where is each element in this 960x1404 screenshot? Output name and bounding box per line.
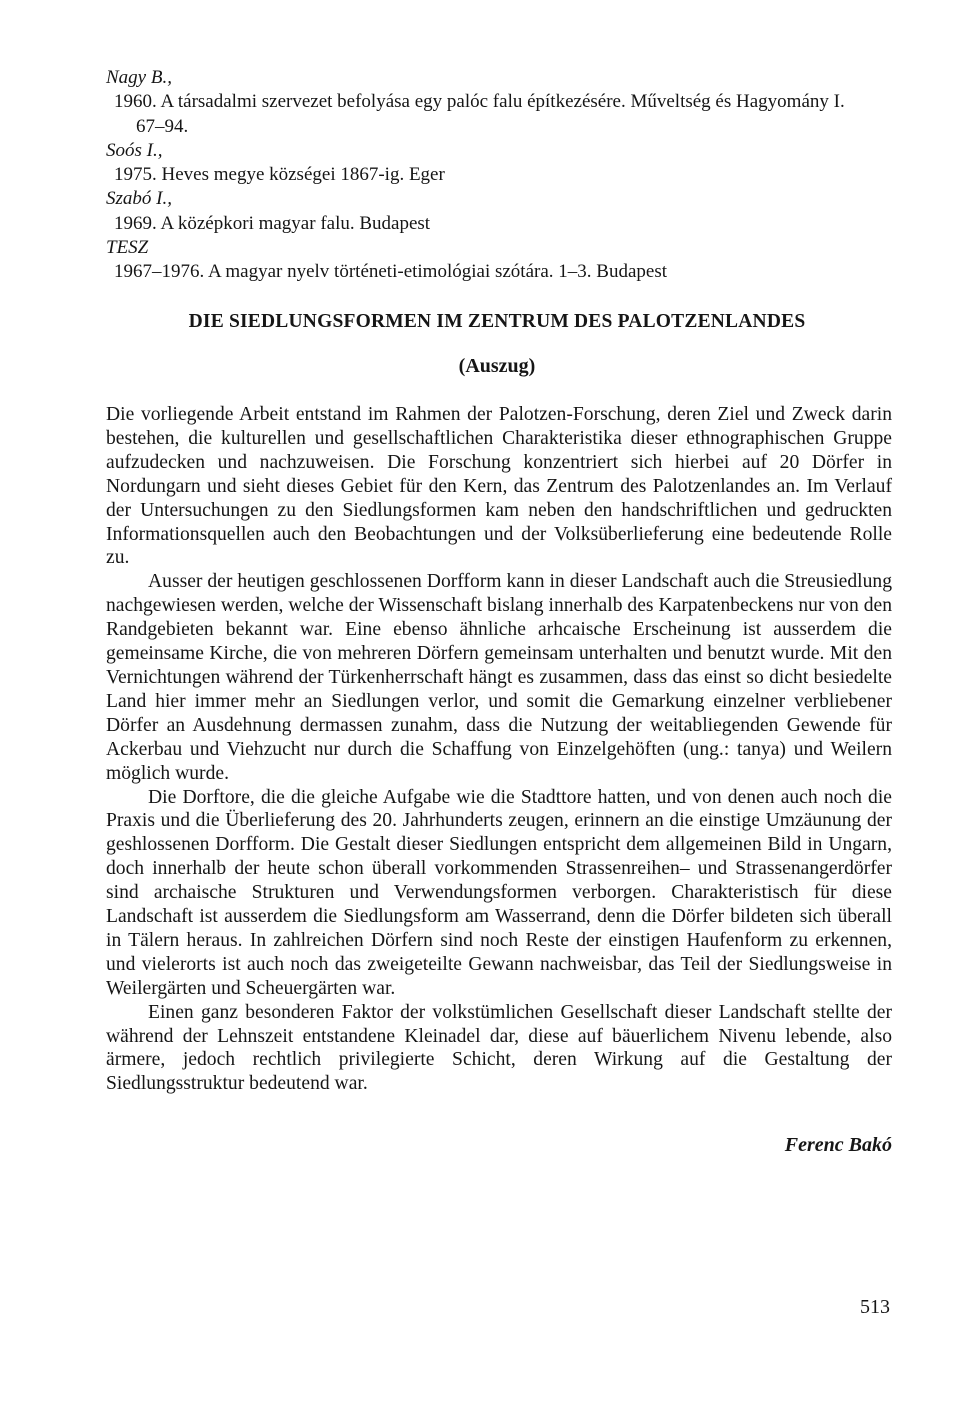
bibliography-text: 1969. A középkori magyar falu. Budapest bbox=[114, 212, 431, 234]
body-paragraph: Die Dorftore, die die gleiche Aufgabe wie die Stadttore hatten, und von denen auch noch die Praxis und die Überlieferung des 20. Jahrhunderts zeugen, erinnern an die einstige Umzäunung der geshlossenen Dorfform. Die Gestalt dieser Siedlungen entspricht dem allgemeinen Bild in Ungarn, doch innerhalb der heute schon überall vorkommenden Strassenreihen– und Strassenangerdörfer sind archaische Strukturen und Verwendungsformen verborgen. Charakteristisch für diese Landschaft ist ausserdem die Siedlungsform am Wasserrand, denn die Dörfer bildeten sich überall in Tälern heraus. In zahlreichen Dörfern sind noch Reste der einstigen Haufenform zu erkennen, und vielerorts ist auch noch das zweigeteilte Gewann nachweisbar, das Teil der Siedlungsweise in Weilergärten und Scheuergärten war. bbox=[106, 786, 892, 999]
body-paragraph: Ausser der heutigen geschlossenen Dorfform kann in dieser Landschaft auch die Streusiedlung nachgewiesen werden, welche der Wissenschaft bislang innerhalb des Karpatenbeckens nur von den Randgebieten bekannt war. Eine ebenso ähnliche arhcaische Erscheinung ist ausserdem die gemeinsame Kirche, die von mehreren Dörfern gemeinsam unterhalten und benutzt wurde. Mit den Vernichtungen während der Türkenherrschaft hängt es zusammen, dass das einst so dicht besiedelte Land hier immer mehr an Siedlungen verlor, und somit die Gemarkung einzelner verbliebener Dörfer an Ausdehnung dermassen zunahm, dass die Nutzung der weitabliegenden Gewende für Ackerbau und Viehzucht nur durch die Schaffung von Einzelgehöften (ung.: tanya) und Weilern möglich wurde. bbox=[106, 571, 892, 784]
bibliography-entry bbox=[106, 187, 906, 236]
article-title: DIE SIEDLUNGSFORMEN IM ZENTRUM DES PALOTZENLANDES bbox=[188, 311, 806, 332]
bibliography-list bbox=[106, 66, 906, 285]
bibliography-text: 1960. A társadalmi szervezet befolyása egy palóc falu építkezésére. Műveltség és Hagyomány I. bbox=[114, 91, 845, 113]
bibliography-author: Nagy B., bbox=[106, 67, 172, 88]
bibliography-author: Soós I., bbox=[106, 139, 163, 161]
body-paragraph: Die vorliegende Arbeit entstand im Rahmen der Palotzen-Forschung, deren Ziel und Zweck darin bestehen, die kulturellen und gesellschaftlichen Charakteristika dieser ethnographischen Gruppe aufzudecken und nachzuweisen. Die Forschung konzentriert sich hierbei auf 20 Dörfer in Nordungarn und sieht dieses Gebiet für den Kern, das Zentrum des Palotzenlandes an. Im Verlauf der Untersuchungen zu den Siedlungsformen kam neben den handschriftlichen und gedruckten Informationsquellen auch den Beobachtungen und der Volksüberlieferung eine bedeutende Rolle zu. bbox=[106, 404, 892, 569]
bibliography-text: 1975. Heves megye községei 1867-ig. Eger bbox=[114, 164, 445, 186]
bibliography-entry bbox=[106, 66, 906, 139]
bibliography-entry bbox=[106, 236, 906, 285]
body-paragraph: Einen ganz besonderen Faktor der volkstümlichen Gesellschaft dieser Landschaft stellte der während der Lehnszeit entstandene Kleinadel dar, diese auf bäuerlichem Nivenu lebende, also ärmere, jedoch rechtlich privilegierte Schicht, deren Wirkung auf die Gestaltung der Siedlungsstruktur bedeutend war. bbox=[106, 1001, 892, 1095]
bibliography-author: TESZ bbox=[106, 237, 149, 259]
author-signature: Ferenc Bakó bbox=[784, 1134, 892, 1156]
bibliography-author: Szabó I., bbox=[106, 188, 172, 210]
bibliography-text-continued: 67–94. bbox=[136, 115, 189, 137]
page-number: 513 bbox=[860, 1296, 890, 1318]
article-subtitle: (Auszug) bbox=[458, 355, 536, 377]
bibliography-text: 1967–1976. A magyar nyelv történeti-etimológiai szótára. 1–3. Budapest bbox=[114, 261, 667, 283]
article-body bbox=[106, 403, 892, 1096]
bibliography-entry bbox=[106, 139, 906, 188]
